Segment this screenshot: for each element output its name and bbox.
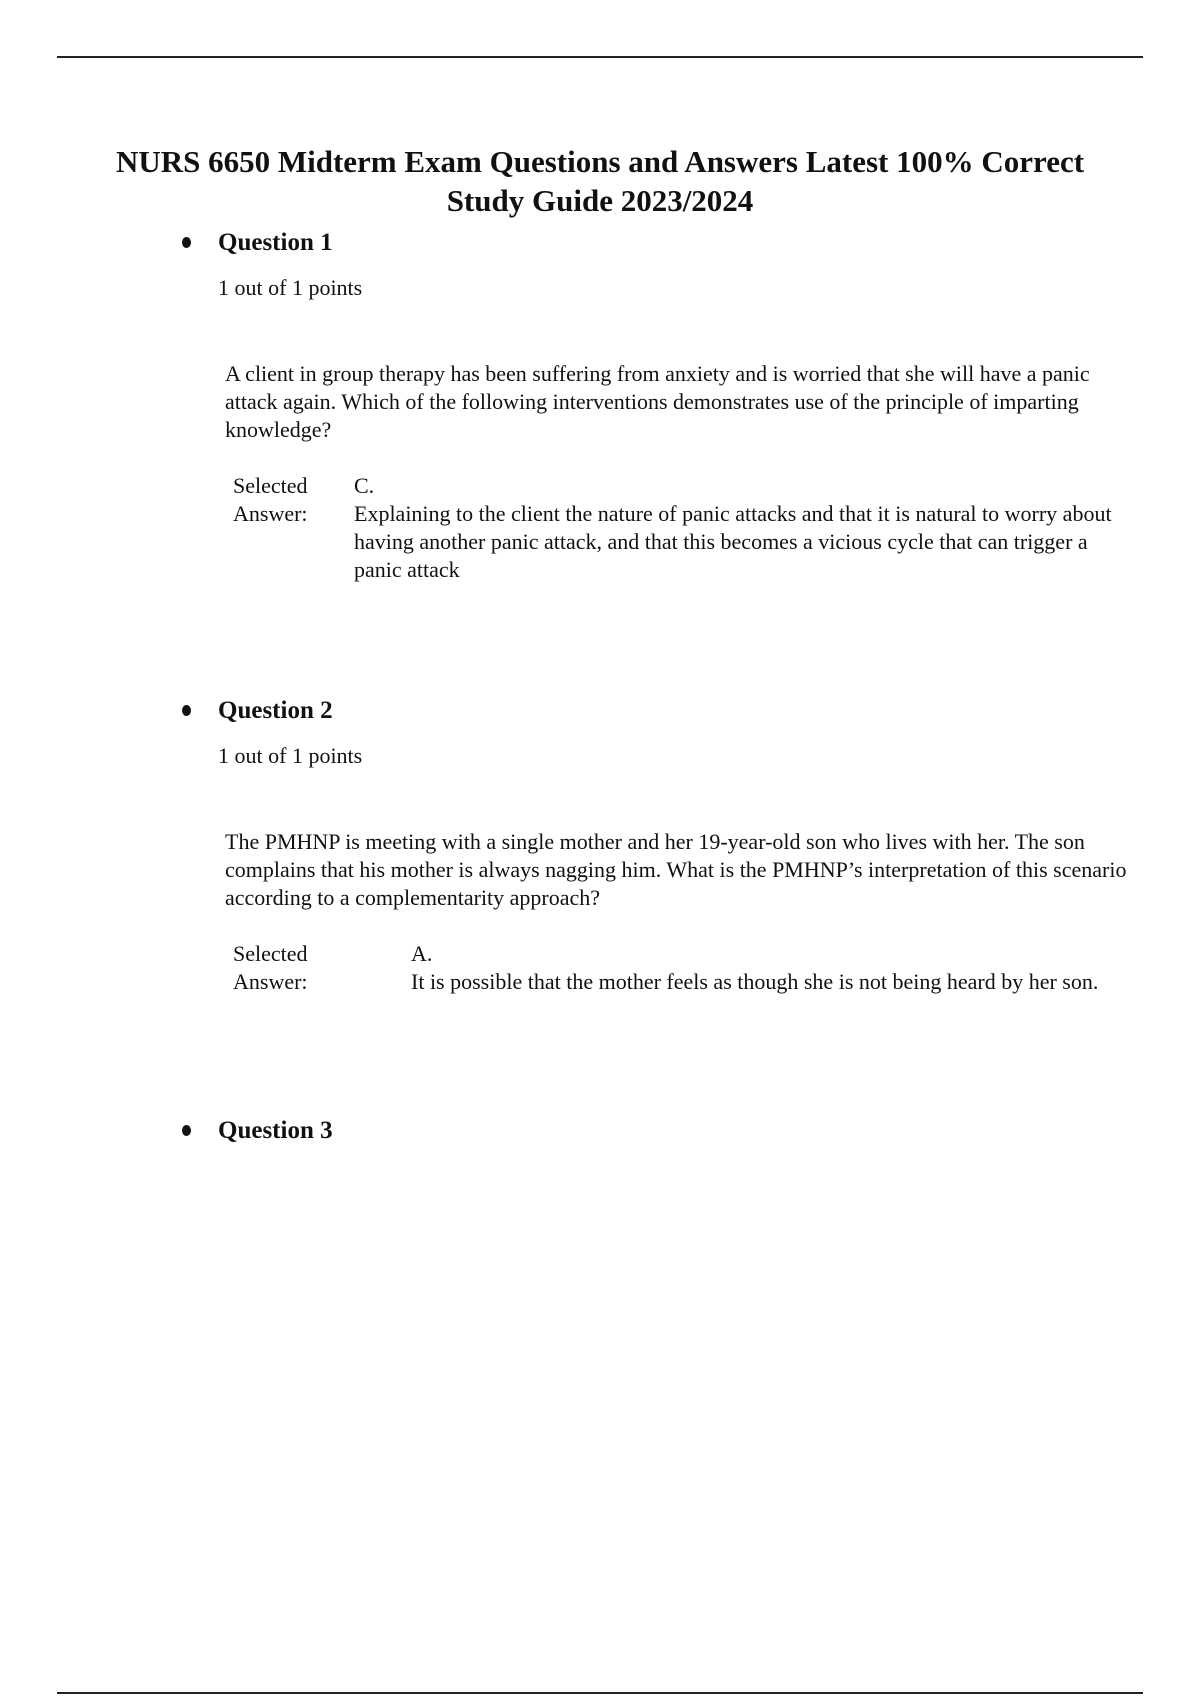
selected-answer-label: Selected Answer: <box>233 473 308 526</box>
points-text: 1 out of 1 points <box>218 275 363 300</box>
answer-letter: A. <box>411 941 433 966</box>
question-text: A client in group therapy has been suffering from anxiety and is worried that she will have a panic attack again. Which of the following interventions demonstrates use of the principle of imparting knowledge? <box>225 361 1090 442</box>
points-text: 1 out of 1 points <box>218 743 363 768</box>
answer-value <box>411 940 1131 996</box>
answer-value <box>354 472 1134 584</box>
selected-answer-label: Selected Answer: <box>233 941 308 994</box>
bullet-icon <box>182 1125 191 1136</box>
question-text: The PMHNP is meeting with a single mother and her 19-year-old son who lives with her. The son complains that his mother is always nagging him. What is the PMHNP’s interpretation of this scenario according to a complementarity approach? <box>225 829 1127 910</box>
question-label: Question 1 <box>218 229 333 256</box>
answer-text: Explaining to the client the nature of panic attacks and that it is natural to worry about having another panic attack, and that this becomes a vicious cycle that can trigger a panic attack <box>354 501 1112 582</box>
bullet-icon <box>182 705 191 716</box>
question-item <box>178 1114 1138 1148</box>
bullet-icon <box>182 237 191 248</box>
answer-text: It is possible that the mother feels as though she is not being heard by her son. <box>411 969 1099 994</box>
top-rule <box>57 56 1143 58</box>
document-title: NURS 6650 Midterm Exam Questions and Answers Latest 100% Correct Study Guide 2023/2024 <box>115 144 1085 218</box>
question-label: Question 3 <box>218 1117 333 1144</box>
question-item <box>178 694 1138 994</box>
question-item <box>178 226 1138 582</box>
bottom-rule <box>57 1692 1143 1694</box>
answer-letter: C. <box>354 473 375 498</box>
question-label: Question 2 <box>218 697 333 724</box>
